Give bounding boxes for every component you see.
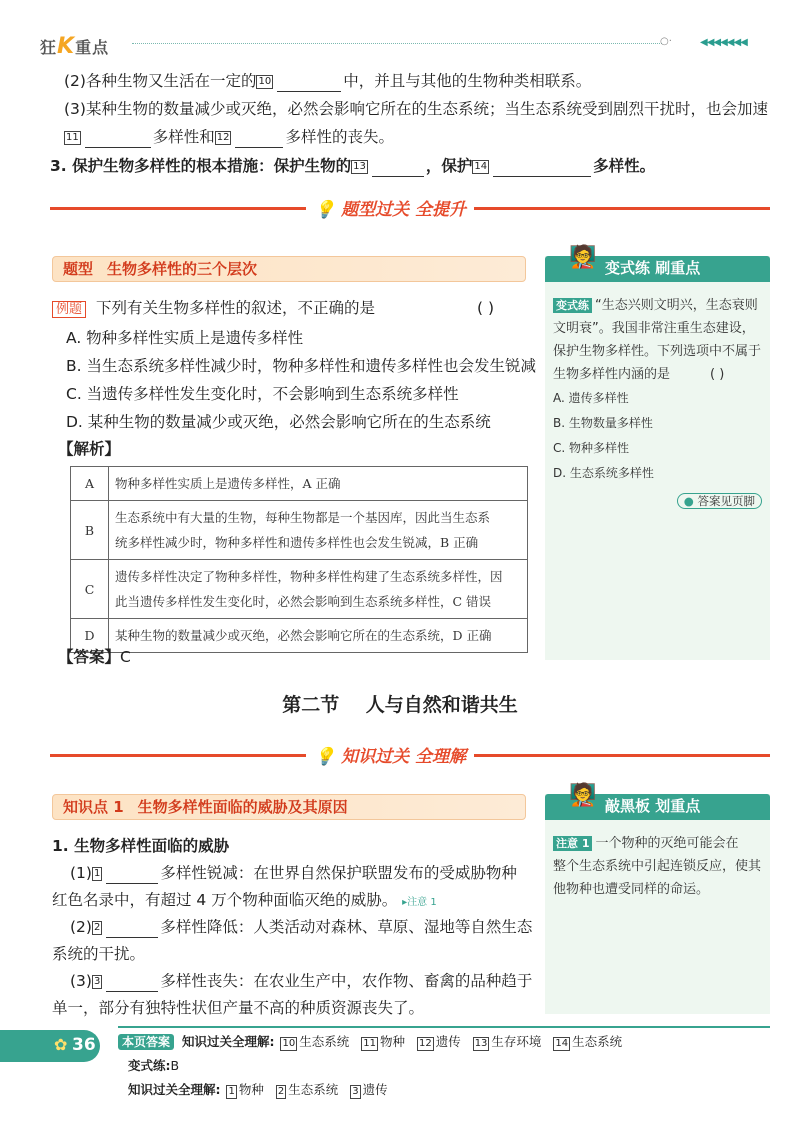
- answer-paren: ( ): [477, 299, 495, 317]
- header-arrows-icon: ◀◀◀◀◀◀◀: [700, 37, 747, 48]
- section-banner: 💡 题型过关 全提升: [306, 195, 474, 220]
- analysis-table: [70, 466, 528, 653]
- side-panel-title: 🧑‍🏫 敲黑板 划重点: [545, 794, 770, 820]
- analysis-label: 【解析】: [58, 440, 121, 458]
- text-line: (2) 2 多样性降低：人类活动对森林、草原、湿地等自然生态: [70, 918, 533, 936]
- answer-footnote-badge: ● 答案见页脚: [677, 493, 762, 509]
- text-line: (1) 1 多样性锐减：在世界自然保护联盟发布的受威胁物种: [70, 864, 517, 882]
- table-row: B 生态系统中有大量的生物，每种生物都是一个基因库，因此当生态系 统多样性减少时，物种多样性和遗传多样性也会发生锐减，B 正确: [71, 501, 528, 560]
- answer-blank: [235, 130, 283, 148]
- option-b: B. 当生态系统多样性减少时，物种多样性和遗传多样性也会发生锐减: [66, 357, 536, 375]
- answer-blank: [106, 866, 158, 884]
- text-line: 3. 保护生物多样性的根本措施：保护生物的 13 ，保护 14 多样性。: [50, 157, 656, 175]
- person-icon: 🧑‍🏫: [569, 783, 597, 808]
- page-number: 36: [72, 1035, 96, 1055]
- table-row: A 物种多样性实质上是遗传多样性，A 正确: [71, 467, 528, 501]
- table-row: D 某种生物的数量减少或灭绝，必然会影响它所在的生态系统，D 正确: [71, 619, 528, 653]
- side-panel-variant: 🧑‍🏫 变式练 刷重点 变式练 “生态兴则文明兴，生态衰则 文明衰”。我国非常注重生态建设， 保护生物多样性。下列选项中不属于 生物多样性内涵的是 ( ) A. 遗传多样性 B. 生物数量多样性 C. 物种多样性 D. 生态系统多样性 ● 答案见页脚: [545, 256, 770, 660]
- person-icon: 🧑‍🏫: [569, 245, 597, 270]
- brand-logo: 狂K重点: [40, 34, 110, 59]
- answer-blank: [106, 920, 158, 938]
- text-line: (2)各种生物又生活在一定的 10 中，并且与其他的生物种类相联系。: [64, 72, 592, 90]
- text-line: 11 多样性和 12 多样性的丧失。: [66, 128, 394, 146]
- note-marker: ▸注意 1: [402, 897, 437, 908]
- option-d: D. 某种生物的数量减少或灭绝，必然会影响它所在的生态系统: [66, 413, 491, 431]
- pin-icon: ●: [683, 494, 694, 508]
- option-a: A. 物种多样性实质上是遗传多样性: [66, 329, 304, 347]
- page-answers: 本页答案 知识过关全理解: 10 生态系统 11 物种 12 遗传 13 生存环境 14 生态系统 变式练:B 知识过关全理解: 1 物种 2 生态系统 3 遗传: [118, 1026, 770, 1106]
- header-dots: ○·: [660, 36, 672, 47]
- page-answers-tag: 本页答案: [118, 1034, 174, 1050]
- text-line: (3) 3 多样性丧失：在农业生产中，农作物、畜禽的品种趋于: [70, 972, 533, 990]
- section-title: 第二节 人与自然和谐共生: [282, 694, 518, 716]
- table-row: C 遗传多样性决定了物种多样性，物种多样性构建了生态系统多样性，因 此当遗传多样性发生变化时，必然会影响到生态系统多样性，C 错误: [71, 560, 528, 619]
- answer-line: 【答案】C: [58, 648, 131, 666]
- topic-bar: 题型 生物多样性的三个层次: [52, 256, 526, 282]
- header-rule: [132, 43, 662, 44]
- answer-blank: [372, 159, 424, 177]
- answer-blank: [106, 974, 158, 992]
- text-line: 系统的干扰。: [52, 945, 146, 963]
- answer-blank: [493, 159, 591, 177]
- knowledge-heading: 1. 生物多样性面临的威胁: [52, 837, 230, 855]
- example-question: 例题 下列有关生物多样性的叙述，不正确的是: [52, 297, 375, 321]
- lightbulb-icon: 💡: [314, 200, 336, 220]
- example-tag: 例题: [52, 301, 86, 318]
- option-c: C. 当遗传多样性发生变化时，不会影响到生态系统多样性: [66, 385, 459, 403]
- answer-blank: [85, 130, 151, 148]
- text-line: (3)某种生物的数量减少或灭绝，必然会影响它所在的生态系统；当生态系统受到剧烈干扰时，也会加速: [64, 100, 768, 118]
- text-line: 单一，部分有独特性状但产量不高的种质资源丧失了。: [52, 999, 425, 1017]
- text-line: 红色名录中，有超过 4 万个物种面临灭绝的威胁。 ▸注意 1: [52, 891, 437, 909]
- section-banner: 💡 知识过关 全理解: [306, 742, 474, 767]
- page-number-tab: [0, 1030, 100, 1062]
- plant-icon: ✿: [54, 1035, 68, 1054]
- side-panel-notes: 🧑‍🏫 敲黑板 划重点 注意 1 一个物种的灭绝可能会在 整个生态系统中引起连锁反应，使其 他物种也遭受同样的命运。: [545, 794, 770, 1014]
- lightbulb-icon: 💡: [314, 747, 336, 767]
- side-panel-title: 🧑‍🏫 变式练 刷重点: [545, 256, 770, 282]
- answer-blank: [277, 74, 341, 92]
- topic-bar: 知识点 1 生物多样性面临的威胁及其原因: [52, 794, 526, 820]
